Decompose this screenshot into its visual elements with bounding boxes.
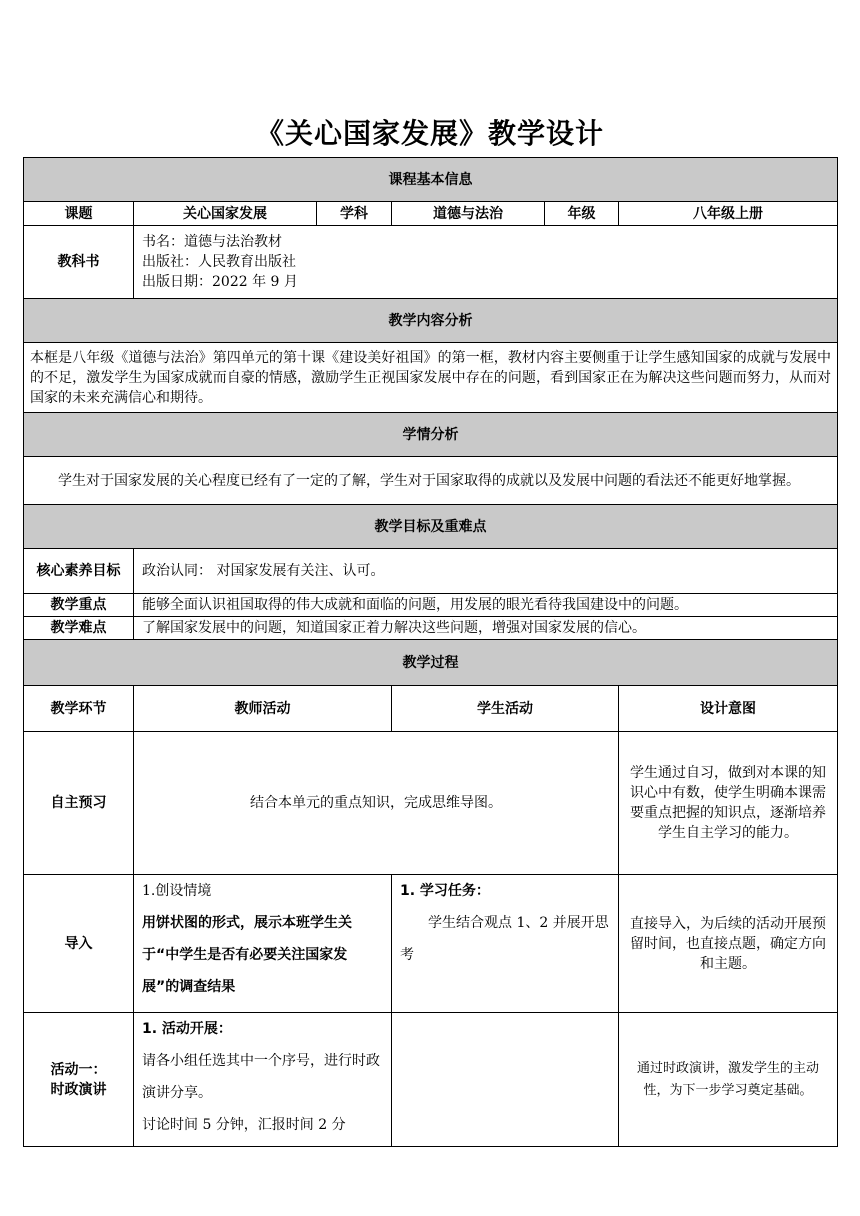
textbook-publisher: 出版社：人民教育出版社 (142, 254, 296, 270)
content-analysis-text: 本框是八年级《道德与法治》第四单元的第十课《建设美好祖国》的第一框，教材内容主要侧重于让学生感知国家的成就与发展中的不足，激发学生为国家成就而自豪的情感，激励学生正视国家发展中存在的问题，看到国家正在为解决这些问题而努力，从而对国家的未来充满信心和期待。 (24, 343, 838, 413)
lesson-plan-table (23, 157, 838, 1147)
section-heading-basic-info: 课程基本信息 (24, 158, 838, 202)
grade-label: 年级 (545, 202, 619, 226)
difficulty-value: 了解国家发展中的问题，知道国家正着力解决这些问题，增强对国家发展的信心。 (134, 617, 838, 640)
section-heading-content-analysis: 教学内容分析 (24, 299, 838, 343)
subject-label: 学科 (317, 202, 392, 226)
stage-intro: 导入 (24, 875, 134, 1013)
textbook-name: 书名：道德与法治教材 (142, 234, 282, 250)
intro-student-title: 1. 学习任务： (400, 883, 490, 899)
intro-student-text: 学生结合观点 1、2 并展开思考 (400, 915, 609, 963)
section-heading-objectives: 教学目标及重难点 (24, 505, 838, 549)
textbook-label: 教科书 (24, 226, 134, 299)
section-heading-process: 教学过程 (24, 640, 838, 686)
section-heading-learner-analysis: 学情分析 (24, 413, 838, 457)
stage-preview: 自主预习 (24, 732, 134, 875)
learner-analysis-text: 学生对于国家发展的关心程度已经有了一定的了解，学生对于国家取得的成就以及发展中问题的看法还不能更好地掌握。 (24, 457, 838, 505)
activity-one-label: 活动一： (50, 1061, 107, 1078)
intro-teacher-title: 1.创设情境 (142, 883, 212, 899)
intro-student-activity (392, 875, 619, 1013)
topic-label: 课题 (24, 202, 134, 226)
column-header-intent: 设计意图 (619, 686, 838, 732)
column-header-stage: 教学环节 (24, 686, 134, 732)
textbook-date: 出版日期：2022 年 9 月 (142, 274, 298, 290)
activity-one-teacher (134, 1013, 392, 1147)
activity-one-teacher-text: 请各小组任选其中一个序号，进行时政演讲分享。 (142, 1053, 380, 1101)
intro-intent: 直接导入，为后续的活动开展预留时间，也直接点题，确定方向和主题。 (619, 875, 838, 1013)
difficulty-label: 教学难点 (24, 617, 134, 640)
key-point-label: 教学重点 (24, 594, 134, 617)
document-title: 《关心国家发展》教学设计 (255, 117, 604, 150)
activity-one-name: 时政演讲 (50, 1081, 107, 1098)
activity-one-teacher-title: 1. 活动开展： (142, 1021, 232, 1037)
column-header-student: 学生活动 (392, 686, 619, 732)
activity-one-teacher-time: 讨论时间 5 分钟，汇报时间 2 分 (142, 1117, 346, 1133)
subject-value: 道德与法治 (392, 202, 545, 226)
preview-activity: 结合本单元的重点知识，完成思维导图。 (134, 732, 619, 875)
activity-one-student (392, 1013, 619, 1147)
activity-one-intent: 通过时政演讲，激发学生的主动性，为下一步学习奠定基础。 (619, 1013, 838, 1147)
grade-value: 八年级上册 (619, 202, 838, 226)
intro-teacher-activity (134, 875, 392, 1013)
topic-value: 关心国家发展 (134, 202, 317, 226)
textbook-info (134, 226, 838, 299)
core-literacy-value: 政治认同： 对国家发展有关注、认可。 (134, 549, 838, 594)
intro-teacher-text: 用饼状图的形式，展示本班学生关于“中学生是否有必要关注国家发展”的调查结果 (142, 915, 352, 995)
core-literacy-label: 核心素养目标 (24, 549, 134, 594)
stage-activity-one (24, 1013, 134, 1147)
column-header-teacher: 教师活动 (134, 686, 392, 732)
preview-intent: 学生通过自习，做到对本课的知识心中有数，使学生明确本课需要重点把握的知识点，逐渐培养学生自主学习的能力。 (619, 732, 838, 875)
key-point-value: 能够全面认识祖国取得的伟大成就和面临的问题，用发展的眼光看待我国建设中的问题。 (134, 594, 838, 617)
